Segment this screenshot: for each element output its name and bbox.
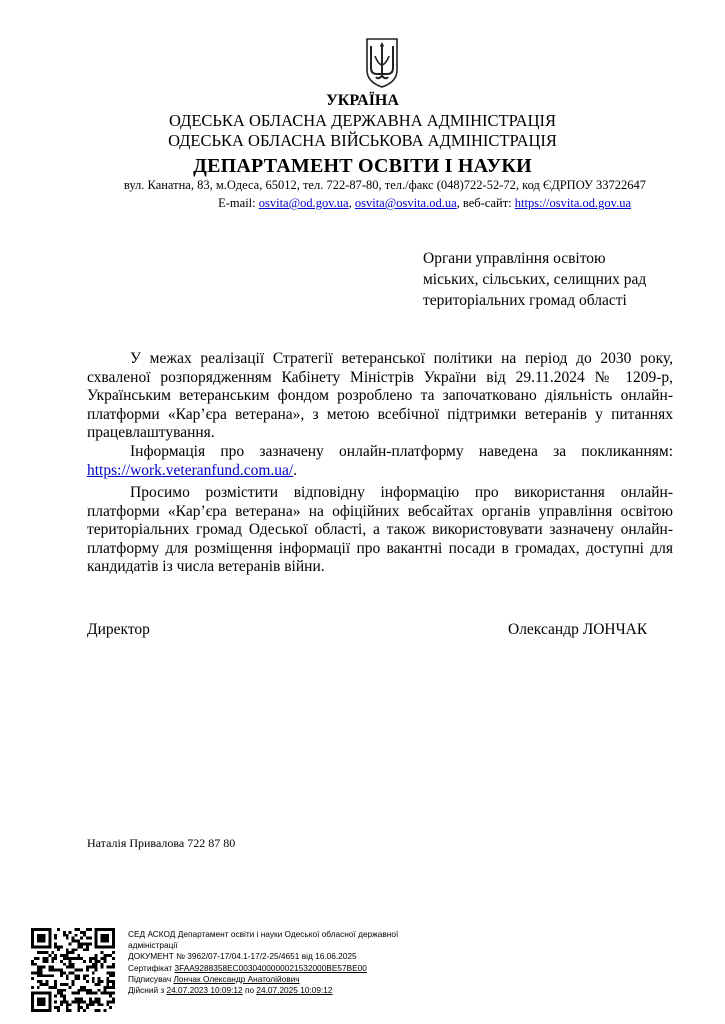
military-admin-title: ОДЕСЬКА ОБЛАСНА ВІЙСЬКОВА АДМІНІСТРАЦІЯ [168,131,557,150]
sed-system-line: СЕД АСКОД Департамент освіти і науки Одеської обласної державної адміністрації [128,929,399,951]
valid-to: 24.07.2025 10:09:12 [256,985,333,996]
address-line: вул. Канатна, 83, м.Одеса, 65012, тел. 722-87-80, тел./факс (048)722-52-72, код ЄДРПОУ 33722647 [123,178,646,192]
paragraph-2-text: Інформація про зазначену онлайн-платформу наведена за покликанням: [130,443,673,460]
certificate-label: Сертифікат [128,962,175,973]
recipient-block [423,248,683,311]
email-label: E-mail: [218,196,259,210]
signatory-name: Олександр ЛОНЧАК [508,621,648,638]
website-label: , веб-сайт: [456,196,515,210]
email-link-1[interactable]: osvita@od.gov.ua [258,196,349,210]
body-paragraph-1: У межах реалізації Стратегії ветеранської політики на період до 2030 року, схваленої розпорядженням Кабінету Міністрів України від 29.11.2024 № 1209-р, Українським ветеранським фондом розроблено та започатковано діяльність онлайн-платформи «Кар’єра ветерана», з метою всебічної підтримки ветеранів у питаннях працевлаштування. [87,350,673,442]
state-admin-title: ОДЕСЬКА ОБЛАСНА ДЕРЖАВНА АДМІНІСТРАЦІЯ [168,111,556,130]
recipient-line: міських, сільських, селищних рад [423,271,647,288]
valid-label: Дійсний з [128,985,167,996]
body-paragraph-3: Просимо розмістити відповідну інформацію про використання онлайн-платформи «Кар’єра ветерана» на офіційних вебсайтах органів управління освітою територіальних громад Одеської області, а також використовувати зазначену онлайн-платформу для розміщення інформації про вакантні посади в громадах, доступні для кандидатів із числа ветеранів війни. [87,484,673,576]
valid-to-label: по [242,985,257,996]
sed-certificate-line [128,963,428,974]
e-signature-stamp [128,929,428,996]
certificate-value: 3FAA9288358EC0030400000021532000BE57BE00 [174,962,367,973]
department-title: ДЕПАРТАМЕНТ ОСВІТИ І НАУКИ [193,155,532,177]
signatory-role: Директор [87,621,150,638]
body-paragraph-2 [87,443,673,480]
veteranfund-link[interactable]: https://work.veteranfund.com.ua/ [87,461,294,479]
executor-contact: Наталія Привалова 722 87 80 [87,836,236,850]
email-link-2[interactable]: osvita@osvita.od.ua [354,196,457,210]
country-title: УКРАЇНА [326,92,399,109]
qr-code-icon [31,928,115,1012]
sed-document-line: ДОКУМЕНТ № 3962/07-17/04.1-17/2-25/4651 від 16.06.2025 [128,951,357,962]
recipient-line: територіальних громад області [423,292,627,309]
valid-from: 24.07.2023 10:09:12 [166,985,243,996]
contact-line [86,196,631,211]
sed-signer-line [128,974,428,985]
signer-value: Лончак Олександр Анатолійович [173,973,300,984]
recipient-line: Органи управління освітою [423,250,606,267]
signer-label: Підписувач [128,973,174,984]
tryzub-coat-of-arms-icon [366,38,398,88]
sed-validity-line [128,985,428,996]
website-link[interactable]: https://osvita.od.gov.ua [514,196,631,210]
paragraph-2-end: . [293,461,298,479]
email-separator: , [348,196,355,210]
